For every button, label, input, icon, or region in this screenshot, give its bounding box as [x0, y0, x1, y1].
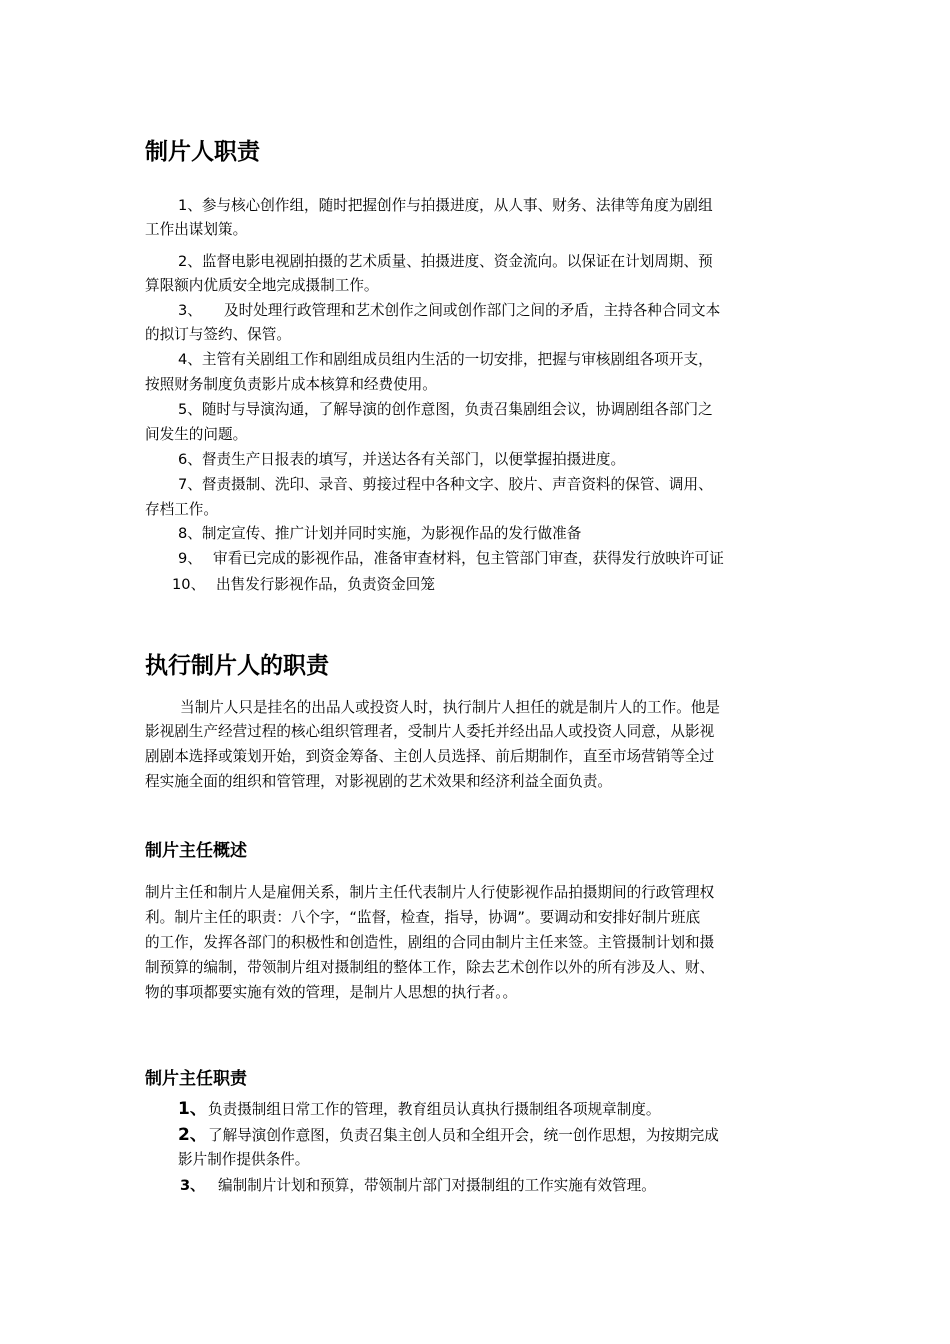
item-text: 督责摄制、洗印、录音、剪接过程中各种文字、胶片、声音资料的保管、调用、 — [201, 476, 713, 493]
overview-line-1: 制片主任和制片人是雇佣关系，制片主任代表制片人行使影视作品拍摄期间的行政管理权 — [145, 884, 715, 901]
producer-item-1 — [178, 194, 713, 218]
item-number: 10、 — [172, 576, 206, 593]
executive-line-3: 剧剧本选择或策划开始，到资金筹备、主创人员选择、前后期制作，直至市场营销等全过 — [145, 748, 715, 765]
item-text: 参与核心创作组，随时把握创作与拍摄进度，从人事、财务、法律等角度为剧组 — [201, 197, 713, 214]
item-number: 4、 — [178, 351, 202, 368]
item-text: 及时处理行政管理和艺术创作之间或创作部门之间的矛盾，主持各种合同文本 — [224, 302, 721, 319]
producer-item-5 — [178, 398, 713, 422]
item-text: 审看已完成的影视作品，准备审查材料，包主管部门审查，获得发行放映许可证 — [213, 550, 724, 567]
item-number: 2、 — [178, 1125, 207, 1145]
item-number: 7、 — [178, 476, 202, 493]
director-duties-title: 制片主任职责 — [145, 1069, 247, 1089]
producer-item-2 — [178, 250, 713, 274]
producer-item-3-cont: 的拟订与签约、保管。 — [145, 326, 291, 343]
item-text: 制定宣传、推广计划并同时实施，为影视作品的发行做准备 — [201, 525, 582, 542]
item-number: 3、 — [178, 302, 202, 319]
producer-item-4-cont: 按照财务制度负责影片成本核算和经费使用。 — [145, 376, 437, 393]
director-item-3 — [180, 1174, 656, 1198]
producer-item-2-cont: 算限额内优质安全地完成摄制工作。 — [145, 277, 379, 294]
overview-line-5: 物的事项都要实施有效的管理，是制片人思想的执行者。。 — [145, 984, 518, 1001]
producer-item-6 — [178, 448, 625, 472]
item-number: 6、 — [178, 451, 202, 468]
producer-item-7 — [178, 473, 713, 497]
producer-item-10 — [172, 573, 435, 597]
producer-item-8 — [178, 522, 581, 546]
item-number: 8、 — [178, 525, 202, 542]
item-text: 出售发行影视作品，负责资金回笼 — [216, 576, 435, 593]
overview-title: 制片主任概述 — [145, 841, 247, 861]
overview-line-3: 的工作，发挥各部门的积极性和创造性，剧组的合同由制片主任来签。主管摄制计划和摄 — [145, 934, 715, 951]
item-number: 1、 — [178, 1099, 207, 1119]
item-text: 了解导演创作意图，负责召集主创人员和全组开会，统一创作思想，为按期完成 — [208, 1127, 719, 1144]
producer-item-3 — [178, 299, 720, 323]
item-text: 随时与导演沟通，了解导演的创作意图，负责召集剧组会议，协调剧组各部门之 — [201, 401, 713, 418]
producer-item-9 — [178, 547, 724, 571]
item-text: 监督电影电视剧拍摄的艺术质量、拍摄进度、资金流向。以保证在计划周期、预 — [201, 253, 713, 270]
item-number: 9、 — [178, 550, 202, 567]
item-text: 督责生产日报表的填写，并送达各有关部门，以便掌握拍摄进度。 — [201, 451, 626, 468]
item-text: 主管有关剧组工作和剧组成员组内生活的一切安排，把握与审核剧组各项开支， — [201, 351, 713, 368]
producer-title: 制片人职责 — [145, 139, 260, 165]
producer-item-4 — [178, 348, 713, 372]
item-number: 3、 — [180, 1177, 205, 1194]
director-item-2-cont: 影片制作提供条件。 — [178, 1151, 310, 1168]
executive-line-4: 程实施全面的组织和管管理，对影视剧的艺术效果和经济利益全面负责。 — [145, 773, 613, 790]
director-item-1 — [178, 1097, 660, 1122]
item-text: 负责摄制组日常工作的管理，教育组员认真执行摄制组各项规章制度。 — [208, 1101, 661, 1118]
executive-line-2: 影视剧生产经营过程的核心组织管理者，受制片人委托并经出品人或投资人同意，从影视 — [145, 723, 715, 740]
overview-line-4: 制预算的编制，带领制片组对摄制组的整体工作，除去艺术创作以外的所有涉及人、财、 — [145, 959, 715, 976]
item-number: 2、 — [178, 253, 202, 270]
item-number: 5、 — [178, 401, 202, 418]
executive-title: 执行制片人的职责 — [145, 653, 329, 679]
director-item-2 — [178, 1123, 719, 1148]
producer-item-5-cont: 间发生的问题。 — [145, 426, 248, 443]
producer-item-1-cont: 工作出谋划策。 — [145, 221, 248, 238]
producer-item-7-cont: 存档工作。 — [145, 501, 218, 518]
overview-line-2: 利。制片主任的职责：八个字，“监督，检查，指导，协调”。要调动和安排好制片班底 — [145, 909, 701, 926]
executive-line-1: 当制片人只是挂名的出品人或投资人时，执行制片人担任的就是制片人的工作。他是 — [180, 699, 720, 716]
item-number: 1、 — [178, 197, 202, 214]
item-text: 编制制片计划和预算，带领制片部门对摄制组的工作实施有效管理。 — [218, 1177, 656, 1194]
